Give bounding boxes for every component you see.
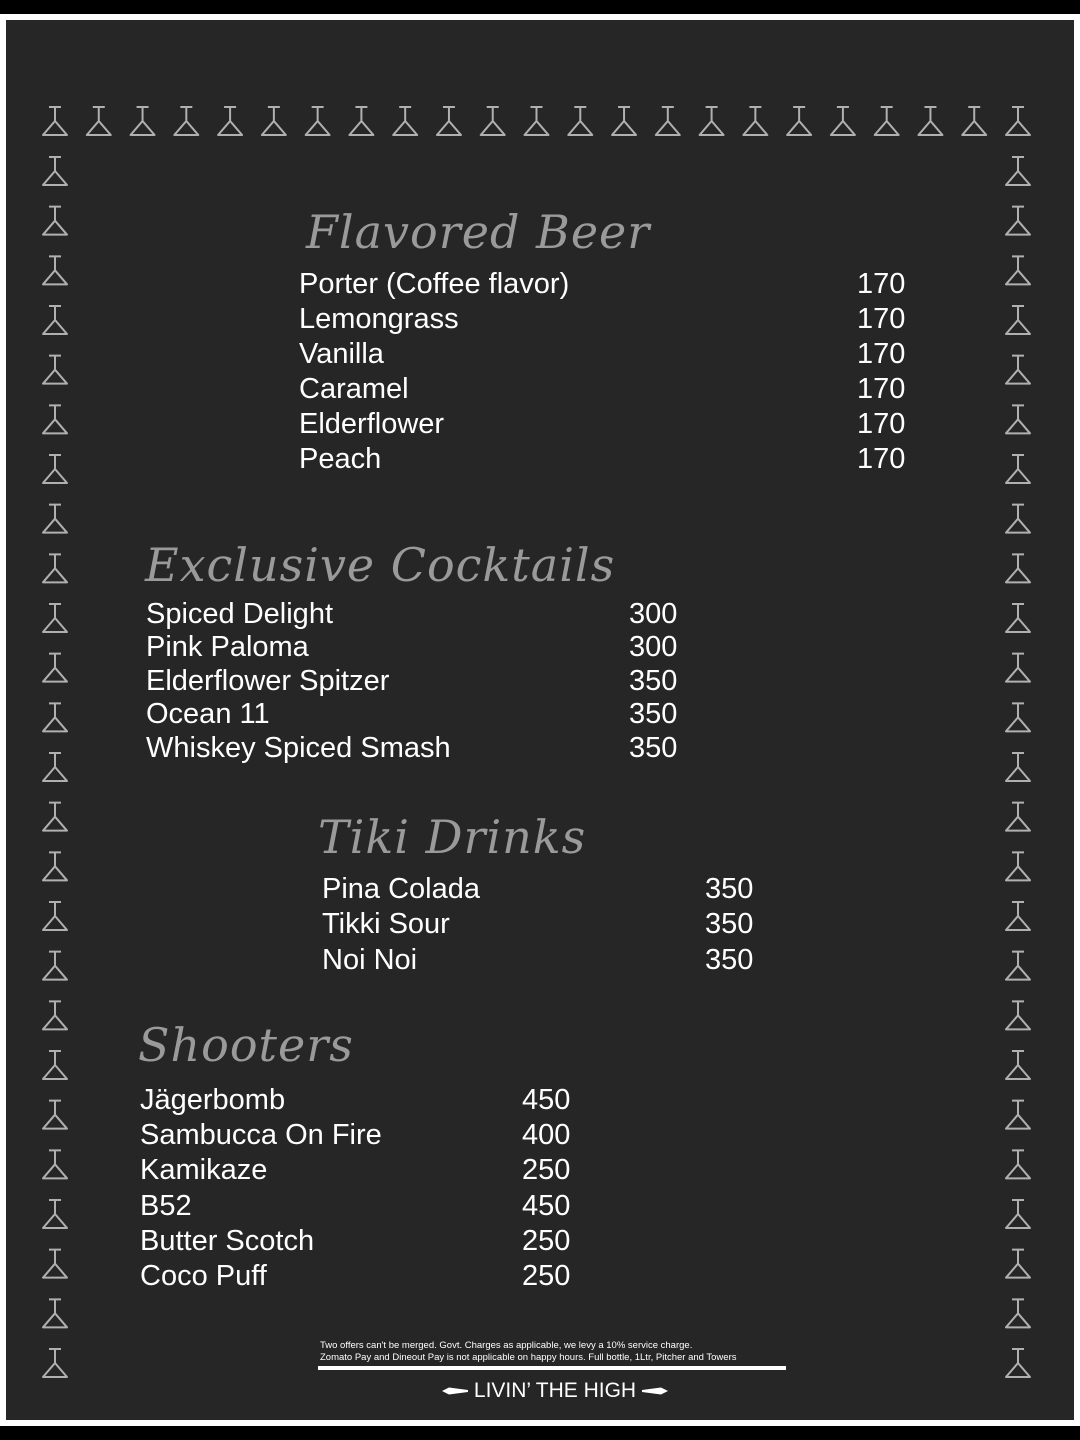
item-name: Pina Colada — [322, 873, 480, 905]
cocktail-glass-icon — [1006, 1051, 1030, 1079]
leaf-arrow-right-icon — [642, 1387, 668, 1395]
cocktail-glass-icon — [1006, 256, 1030, 284]
item-price: 450 — [522, 1084, 571, 1116]
footer-line-2: Zomato Pay and Dineout Pay is not applicable on happy hours. Full bottle, 1Ltr, Pitcher and Towers — [320, 1352, 737, 1363]
item-name: Noi Noi — [322, 943, 418, 976]
cocktail-glass-icon — [1006, 654, 1030, 682]
cocktail-glass-icon — [1006, 803, 1030, 831]
item-name: Kamikaze — [140, 1154, 268, 1187]
item-price: 400 — [522, 1119, 571, 1152]
cocktail-glass-icon — [43, 1250, 67, 1278]
item-price: 350 — [705, 943, 754, 976]
footer-divider — [318, 1366, 786, 1370]
cocktail-glass-icon — [43, 604, 67, 632]
item-price: 300 — [629, 631, 678, 664]
item-name: Spiced Delight — [146, 598, 333, 630]
section-title-tiki-drinks: Tiki Drinks — [318, 810, 587, 864]
cocktail-glass-icon — [43, 505, 67, 533]
cocktail-glass-icon — [1006, 1150, 1030, 1178]
cocktail-glass-icon — [1006, 455, 1030, 483]
cocktail-glass-icon — [1006, 356, 1030, 384]
cocktail-glass-icon — [43, 306, 67, 334]
item-name: Caramel — [299, 373, 409, 405]
section-title-flavored-beer: Flavored Beer — [306, 205, 651, 259]
cocktail-glass-icon — [43, 703, 67, 731]
item-price: 350 — [629, 731, 678, 764]
cocktail-glass-icon — [962, 107, 986, 135]
cocktail-glass-icon — [43, 455, 67, 483]
item-price: 170 — [857, 338, 906, 370]
item-name: Porter (Coffee flavor) — [299, 268, 570, 300]
cocktail-glass-icon — [568, 107, 592, 135]
cocktail-glass-icon — [831, 107, 855, 135]
section-title-shooters: Shooters — [138, 1018, 354, 1072]
item-name: Elderflower Spitzer — [146, 664, 390, 697]
cocktail-glass-icon — [43, 1051, 67, 1079]
cocktail-glass-icon — [700, 107, 724, 135]
item-price: 170 — [857, 268, 906, 300]
item-name: Butter Scotch — [140, 1224, 315, 1257]
tagline-text: LIVIN’ THE HIGH — [473, 1379, 637, 1402]
item-name: Ocean 11 — [146, 698, 270, 731]
cocktail-glass-icon — [1006, 157, 1030, 185]
footer-line-1: Two offers can't be merged. Govt. Charges as applicable, we levy a 10% service charge. — [320, 1340, 693, 1351]
cocktail-glass-icon — [43, 405, 67, 433]
cocktail-glass-icon — [481, 107, 505, 135]
cocktail-glass-icon — [1006, 207, 1030, 235]
item-price: 350 — [629, 698, 678, 731]
cocktail-glass-icon — [218, 107, 242, 135]
cocktail-glass-icon — [656, 107, 680, 135]
cocktail-glass-icon — [43, 1101, 67, 1129]
item-price: 250 — [522, 1224, 571, 1257]
cocktail-glass-icon — [43, 1001, 67, 1029]
cocktail-glass-icon — [43, 852, 67, 880]
cocktail-glass-icon — [306, 107, 330, 135]
item-name: Sambucca On Fire — [140, 1119, 382, 1152]
item-name: Elderflower — [299, 408, 445, 440]
item-price: 170 — [857, 373, 906, 405]
cocktail-glass-icon — [1006, 405, 1030, 433]
cocktail-glass-icon — [1006, 1001, 1030, 1029]
cocktail-glass-icon — [525, 107, 549, 135]
cocktail-glass-icon — [437, 107, 461, 135]
cocktail-glass-icon — [918, 107, 942, 135]
cocktail-glass-icon — [875, 107, 899, 135]
cocktail-glass-icon — [1006, 753, 1030, 781]
cocktail-glass-icon — [43, 554, 67, 582]
footer-disclaimer — [320, 1340, 790, 1364]
cocktail-glass-icon — [1006, 554, 1030, 582]
section-title-exclusive-cocktails: Exclusive Cocktails — [145, 538, 616, 592]
item-name: Coco Puff — [140, 1259, 267, 1292]
cocktail-glass-icon — [1006, 852, 1030, 880]
cocktail-glass-icon — [1006, 952, 1030, 980]
cocktail-glass-icon — [612, 107, 636, 135]
cocktail-glass-icon — [43, 1349, 67, 1377]
item-price: 170 — [857, 443, 906, 475]
cocktail-glass-icon — [1006, 505, 1030, 533]
item-price: 450 — [522, 1189, 571, 1222]
cocktail-glass-icon — [43, 256, 67, 284]
cocktail-glass-icon — [1006, 604, 1030, 632]
item-price: 170 — [857, 408, 906, 440]
item-name: Jägerbomb — [140, 1084, 286, 1116]
cocktail-glass-icon — [43, 157, 67, 185]
cocktail-glass-icon — [43, 1150, 67, 1178]
cocktail-glass-icon — [43, 753, 67, 781]
cocktail-glass-icon — [131, 107, 155, 135]
item-name: Lemongrass — [299, 303, 459, 335]
cocktail-glass-icon — [43, 952, 67, 980]
cocktail-glass-icon — [174, 107, 198, 135]
cocktail-glass-icon — [349, 107, 373, 135]
cocktail-glass-icon — [1006, 1299, 1030, 1327]
item-name: Peach — [299, 443, 382, 475]
item-price: 350 — [705, 908, 754, 941]
tagline — [438, 1378, 672, 1404]
item-price: 250 — [522, 1259, 571, 1292]
cocktail-glass-icon — [1006, 306, 1030, 334]
item-name: Tikki Sour — [322, 908, 450, 941]
cocktail-glass-icon — [743, 107, 767, 135]
item-name: Pink Paloma — [146, 631, 309, 664]
leaf-arrow-left-icon — [442, 1387, 468, 1395]
item-price: 250 — [522, 1154, 571, 1187]
item-price: 350 — [629, 664, 678, 697]
bottom-frame-bar — [0, 1426, 1080, 1440]
cocktail-glass-icon — [43, 356, 67, 384]
cocktail-glass-icon — [1006, 1250, 1030, 1278]
cocktail-glass-icon — [43, 654, 67, 682]
cocktail-glass-icon — [87, 107, 111, 135]
item-name: Whiskey Spiced Smash — [146, 731, 451, 764]
cocktail-glass-icon — [43, 803, 67, 831]
cocktail-glass-icon — [1006, 1200, 1030, 1228]
cocktail-glass-icon — [262, 107, 286, 135]
cocktail-glass-icon — [787, 107, 811, 135]
cocktail-glass-icon — [393, 107, 417, 135]
cocktail-glass-icon — [43, 1299, 67, 1327]
item-price: 300 — [629, 598, 678, 630]
cocktail-glass-icon — [1006, 1349, 1030, 1377]
item-name: B52 — [140, 1189, 192, 1222]
cocktail-glass-icon — [43, 207, 67, 235]
cocktail-glass-icon — [1006, 1101, 1030, 1129]
cocktail-glass-icon — [1006, 107, 1030, 135]
item-price: 350 — [705, 873, 754, 905]
item-name: Vanilla — [299, 338, 384, 370]
cocktail-glass-icon — [1006, 902, 1030, 930]
cocktail-glass-icon — [43, 107, 67, 135]
cocktail-glass-icon — [43, 902, 67, 930]
cocktail-glass-icon — [43, 1200, 67, 1228]
cocktail-glass-icon — [1006, 703, 1030, 731]
item-price: 170 — [857, 303, 906, 335]
